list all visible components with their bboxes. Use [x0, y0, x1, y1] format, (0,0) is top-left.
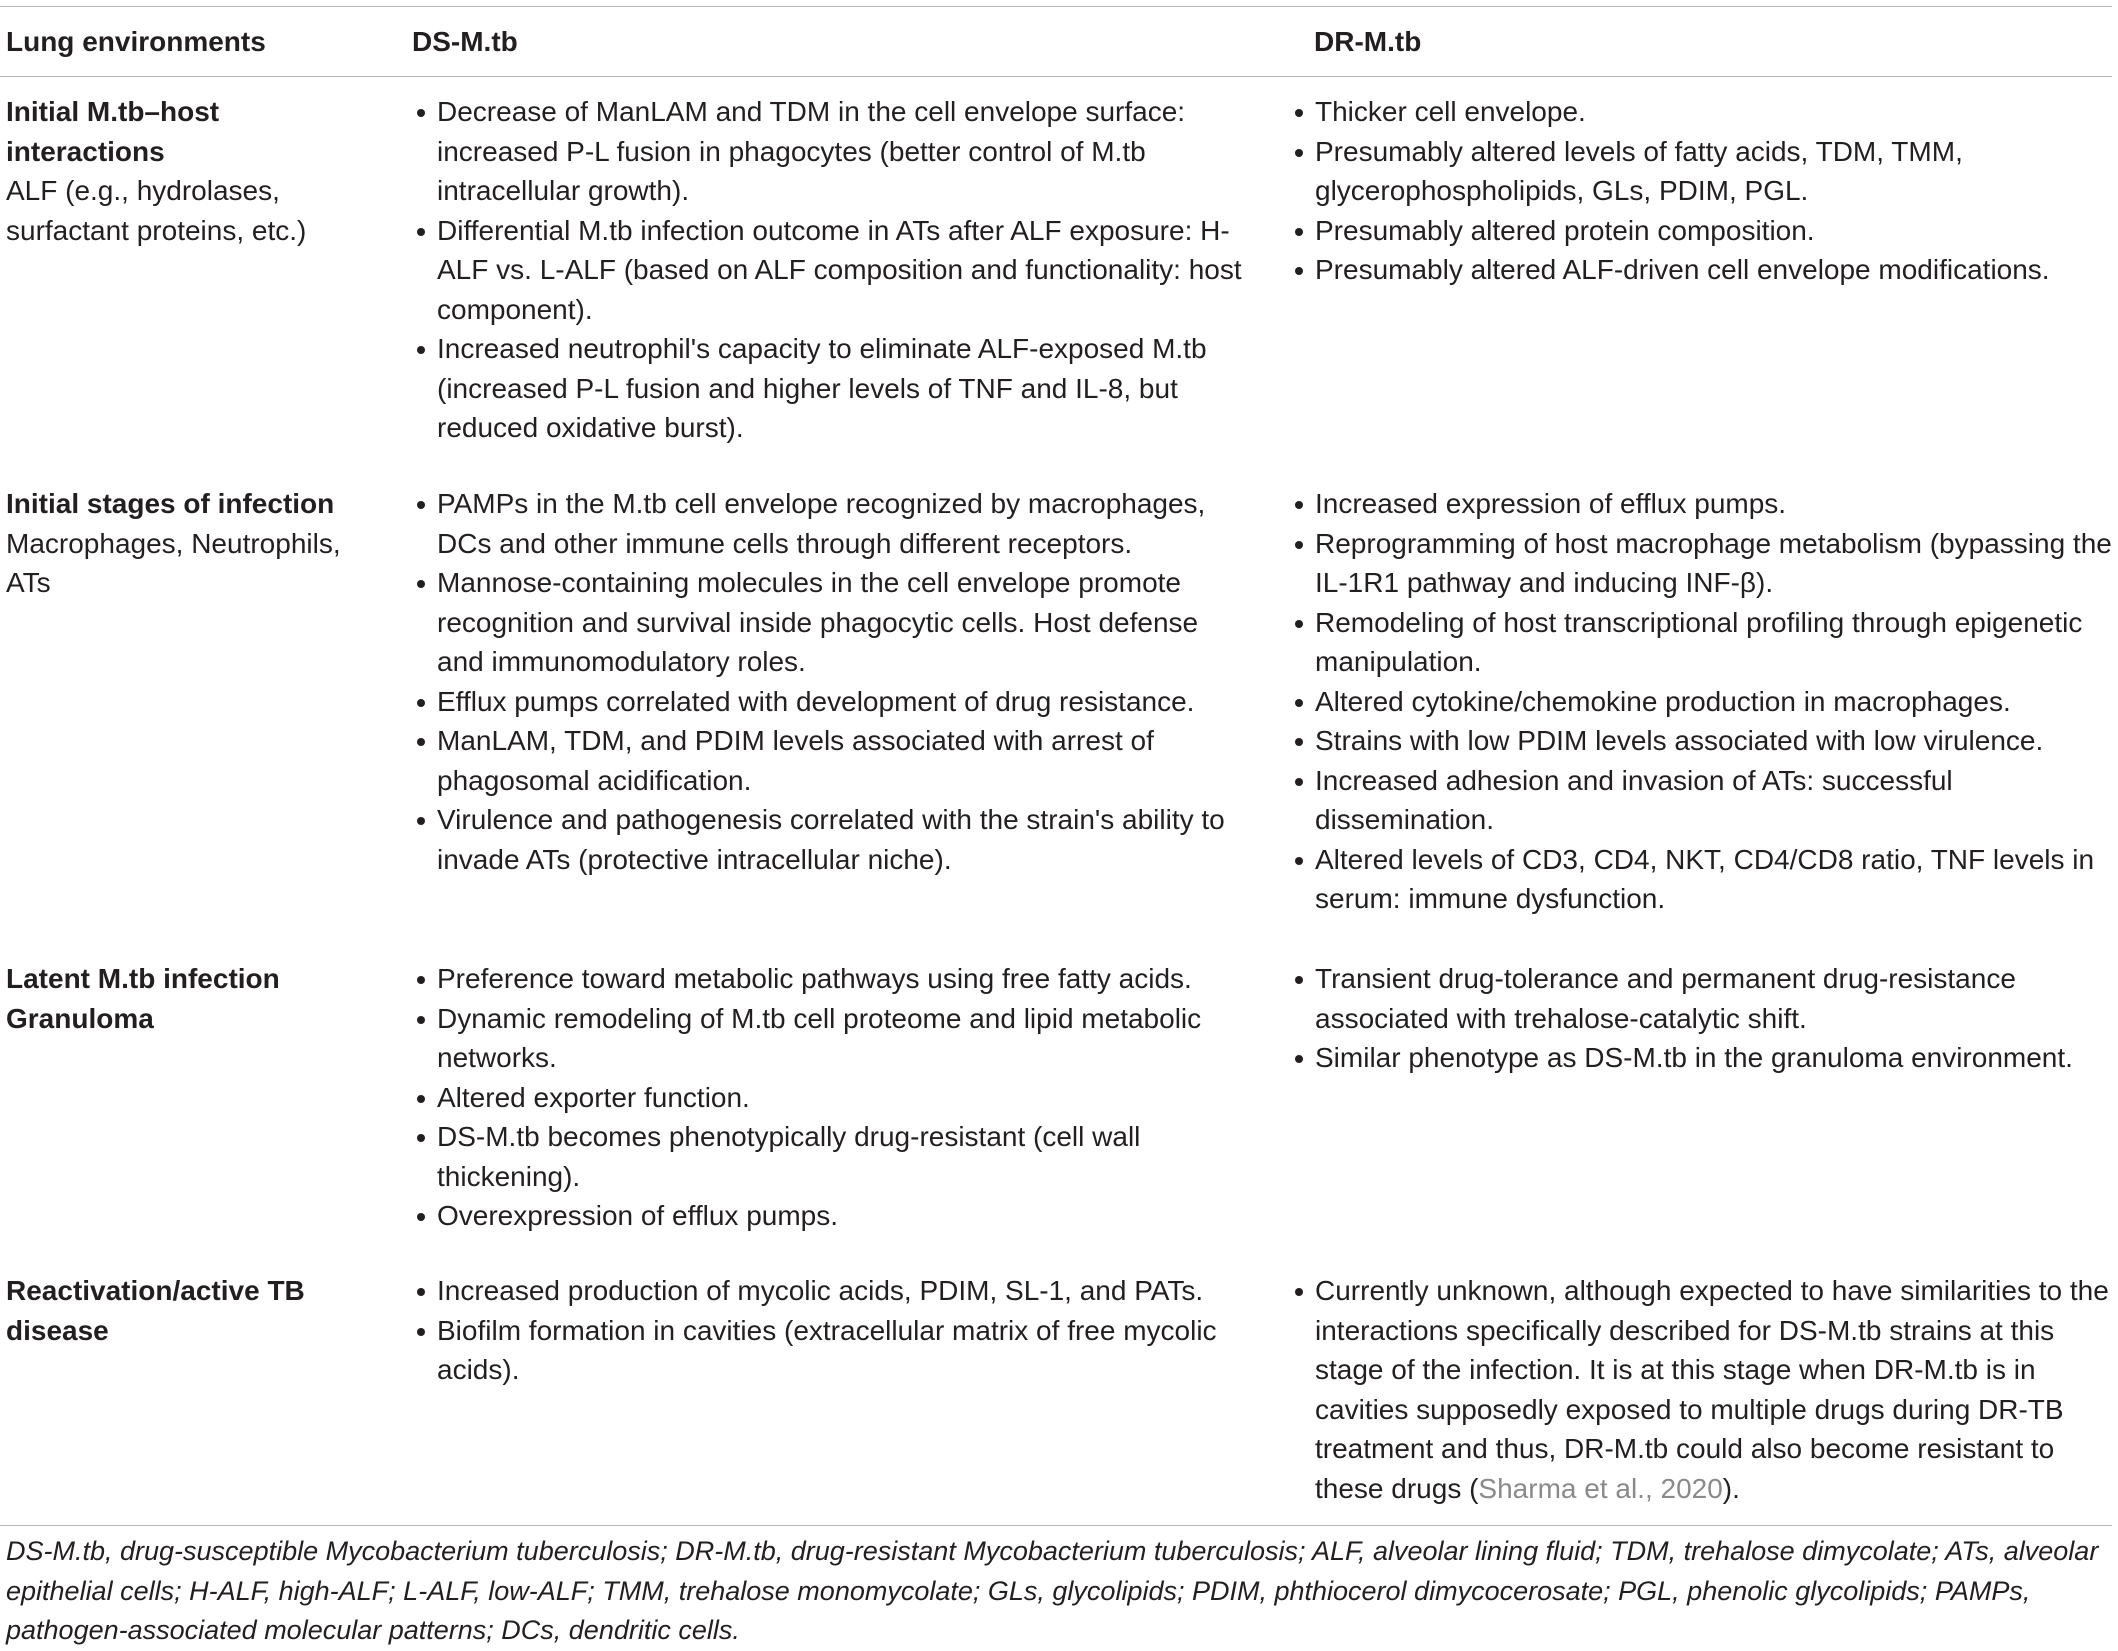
environment-subtitle: ALF (e.g., hydrolases, surfactant proteins, etc.): [6, 175, 307, 246]
dr-text-tail: ).: [1722, 1472, 1740, 1504]
citation-link[interactable]: Sharma et al., 2020: [1478, 1472, 1723, 1504]
list-item: Decrease of ManLAM and TDM in the cell envelope surface: increased P-L fusion in phagocytes (better control of M.tb intracellular growth).: [412, 92, 1242, 211]
list-item: Increased neutrophil's capacity to eliminate ALF-exposed M.tb (increased P-L fusion and higher levels of TNF and IL-8, but reduced oxidative burst).: [412, 329, 1242, 448]
list-item: Preference toward metabolic pathways using free fatty acids.: [412, 959, 1242, 999]
list-item: Altered levels of CD3, CD4, NKT, CD4/CD8 ratio, TNF levels in serum: immune dysfunction.: [1290, 840, 2118, 919]
header-lung-environments: Lung environments: [6, 26, 266, 57]
list-item: Increased adhesion and invasion of ATs: successful dissemination.: [1290, 761, 2118, 840]
list-item: PAMPs in the M.tb cell envelope recognized by macrophages, DCs and other immune cells through different receptors.: [412, 484, 1242, 563]
list-item: DS-M.tb becomes phenotypically drug-resistant (cell wall thickening).: [412, 1117, 1242, 1196]
environment-title: Latent M.tb infection Granuloma: [6, 963, 280, 1034]
list-item: ManLAM, TDM, and PDIM levels associated with arrest of phagosomal acidification.: [412, 721, 1242, 800]
ds-mtb-cell: [412, 92, 1242, 448]
list-item: Remodeling of host transcriptional profiling through epigenetic manipulation.: [1290, 603, 2118, 682]
ds-mtb-cell: [412, 1271, 1242, 1390]
row-environment: [6, 92, 376, 250]
list-item: Altered exporter function.: [412, 1078, 1242, 1118]
dr-mtb-cell: [1290, 484, 2118, 919]
list-item: Strains with low PDIM levels associated with low virulence.: [1290, 721, 2118, 761]
row-environment: [6, 1271, 376, 1350]
list-item: Reprogramming of host macrophage metabolism (bypassing the IL-1R1 pathway and inducing INF-β).: [1290, 524, 2118, 603]
environment-subtitle: Macrophages, Neutrophils, ATs: [6, 527, 341, 598]
row-environment: [6, 959, 376, 1038]
list-item: Overexpression of efflux pumps.: [412, 1196, 1242, 1236]
list-item: Altered cytokine/chemokine production in macrophages.: [1290, 682, 2118, 722]
row-environment: [6, 484, 376, 603]
ds-mtb-cell: [412, 959, 1242, 1236]
dr-mtb-cell: [1290, 959, 2118, 1078]
ds-mtb-cell: [412, 484, 1242, 879]
dr-mtb-cell: [1290, 1271, 2118, 1508]
environment-title: Reactivation/active TB disease: [6, 1275, 305, 1346]
dr-mtb-cell: [1290, 92, 2118, 290]
top-rule: [0, 6, 2112, 7]
list-item: Presumably altered protein composition.: [1290, 211, 2118, 251]
dr-text: Currently unknown, although expected to have similarities to the interactions specifically described for DS-M.tb strains at this stage of the infection. It is at this stage when DR-M.tb is in cavities supposedly exposed to multiple drugs during DR-TB treatment and thus, DR-M.tb could also become resistant to these drugs (: [1315, 1275, 2109, 1504]
list-item: Mannose-containing molecules in the cell envelope promote recognition and survival inside phagocytic cells. Host defense and immunomodulatory roles.: [412, 563, 1242, 682]
list-item: Virulence and pathogenesis correlated with the strain's ability to invade ATs (protective intracellular niche).: [412, 800, 1242, 879]
list-item: Differential M.tb infection outcome in ATs after ALF exposure: H-ALF vs. L-ALF (based on ALF composition and functionality: host component).: [412, 211, 1242, 330]
table-footnote: DS-M.tb, drug-susceptible Mycobacterium tuberculosis; DR-M.tb, drug-resistant Mycobacterium tuberculosis; ALF, alveolar lining fluid; TDM, trehalose dimycolate; ATs, alveolar epithelial cells; H-ALF, high-ALF; L-ALF, low-ALF; TMM, trehalose monomycolate; GLs, glycolipids; PDIM, phthiocerol dimycocerosate; PGL, phenolic glycolipids; PAMPs, pathogen-associated molecular patterns; DCs, dendritic cells.: [6, 1536, 2099, 1645]
list-item: Presumably altered levels of fatty acids, TDM, TMM, glycerophospholipids, GLs, PDIM, PGL.: [1290, 132, 2118, 211]
list-item: Increased production of mycolic acids, PDIM, SL-1, and PATs.: [412, 1271, 1242, 1311]
list-item: Efflux pumps correlated with development of drug resistance.: [412, 682, 1242, 722]
list-item: Dynamic remodeling of M.tb cell proteome and lipid metabolic networks.: [412, 999, 1242, 1078]
header-rule: [0, 76, 2112, 77]
list-item: Similar phenotype as DS-M.tb in the granuloma environment.: [1290, 1038, 2118, 1078]
environment-title: Initial stages of infection: [6, 488, 335, 519]
header-ds-mtb: DS-M.tb: [412, 26, 518, 57]
list-item: Thicker cell envelope.: [1290, 92, 2118, 132]
list-item: Biofilm formation in cavities (extracellular matrix of free mycolic acids).: [412, 1311, 1242, 1390]
footer-rule: [0, 1525, 2112, 1526]
list-item: [1290, 1271, 2118, 1508]
header-dr-mtb: DR-M.tb: [1314, 26, 1422, 57]
environment-title: Initial M.tb–host interactions: [6, 96, 220, 167]
list-item: Presumably altered ALF-driven cell envelope modifications.: [1290, 250, 2118, 290]
list-item: Increased expression of efflux pumps.: [1290, 484, 2118, 524]
list-item: Transient drug-tolerance and permanent drug-resistance associated with trehalose-catalytic shift.: [1290, 959, 2118, 1038]
